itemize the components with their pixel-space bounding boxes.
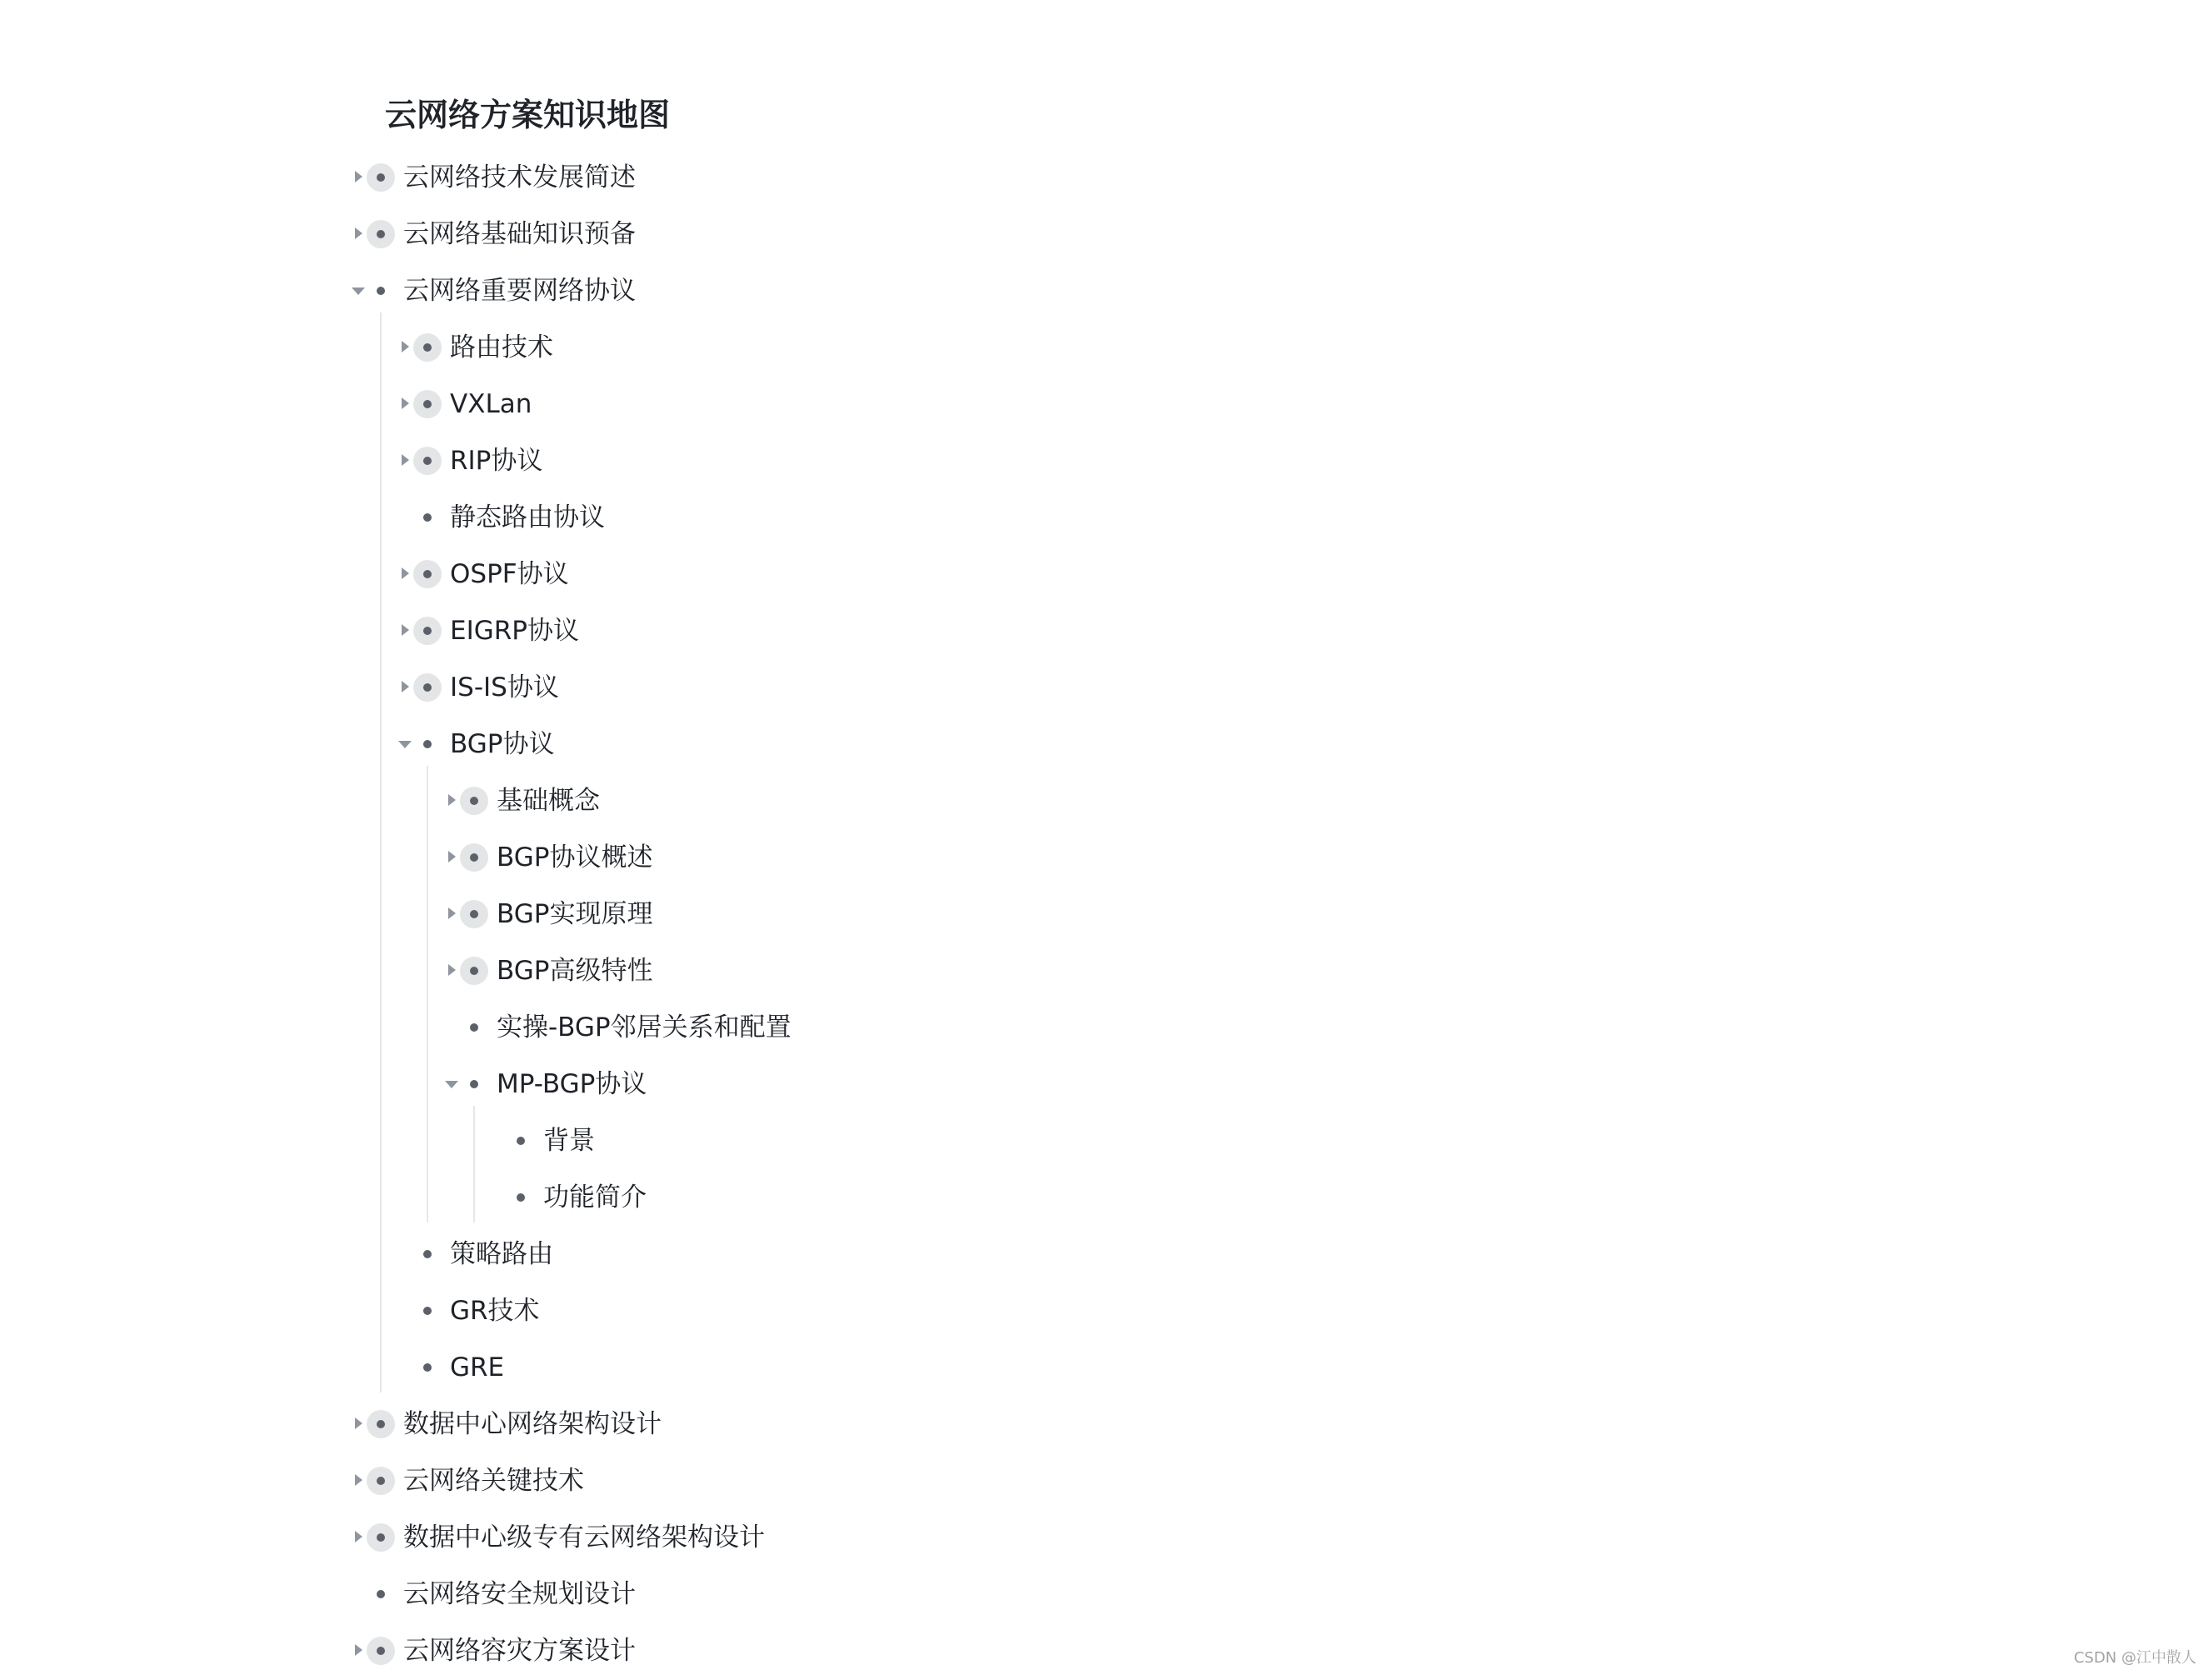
outline-item-label[interactable]: IS-IS协议 <box>450 672 559 702</box>
outline-item-label[interactable]: 云网络容灾方案设计 <box>403 1636 636 1666</box>
expand-arrow-icon[interactable] <box>397 395 415 413</box>
bullet-icon[interactable] <box>413 1353 442 1382</box>
outline-item-label[interactable]: BGP高级特性 <box>497 956 653 986</box>
bullet-icon[interactable] <box>460 1013 488 1042</box>
outline-item-label[interactable]: BGP协议概述 <box>497 842 653 872</box>
expand-arrow-icon[interactable] <box>397 338 415 357</box>
bullet-icon[interactable] <box>367 277 395 305</box>
outline-item-label[interactable]: 云网络安全规划设计 <box>403 1579 636 1609</box>
expand-arrow-icon[interactable] <box>397 622 415 640</box>
expand-arrow-icon[interactable] <box>350 1472 368 1490</box>
collapsed-bullet-icon[interactable] <box>460 957 488 985</box>
expand-arrow-icon[interactable] <box>397 452 415 470</box>
children-guide-line <box>427 766 428 1222</box>
bullet-icon[interactable] <box>413 1297 442 1325</box>
collapsed-bullet-icon[interactable] <box>367 1467 395 1495</box>
expand-arrow-icon[interactable] <box>443 962 462 980</box>
watermark: CSDN @江中散人 <box>2073 1649 2196 1667</box>
outline-item-label[interactable]: GRE <box>450 1352 505 1382</box>
page-title[interactable]: 云网络方案知识地图 <box>385 97 671 133</box>
collapsed-bullet-icon[interactable] <box>413 447 442 475</box>
collapse-arrow-icon[interactable] <box>350 282 368 300</box>
outline-item-label[interactable]: RIP协议 <box>450 446 543 476</box>
outline-item-label[interactable]: 路由技术 <box>450 332 553 362</box>
outline-item-label[interactable]: 云网络基础知识预备 <box>403 219 636 249</box>
collapsed-bullet-icon[interactable] <box>413 617 442 645</box>
expand-arrow-icon[interactable] <box>350 168 368 187</box>
collapsed-bullet-icon[interactable] <box>367 1637 395 1665</box>
expand-arrow-icon[interactable] <box>350 1528 368 1547</box>
expand-arrow-icon[interactable] <box>350 1415 368 1433</box>
outline-item-label[interactable]: 背景 <box>543 1126 595 1156</box>
outline-item-label[interactable]: 数据中心网络架构设计 <box>403 1409 662 1439</box>
expand-arrow-icon[interactable] <box>443 792 462 810</box>
collapsed-bullet-icon[interactable] <box>413 333 442 362</box>
outline-item-label[interactable]: MP-BGP协议 <box>497 1069 647 1099</box>
outline-item-label[interactable]: 基础概念 <box>497 786 600 816</box>
bullet-icon[interactable] <box>507 1183 535 1212</box>
collapse-arrow-icon[interactable] <box>443 1075 462 1093</box>
bullet-icon[interactable] <box>413 730 442 758</box>
bullet-icon[interactable] <box>413 1240 442 1268</box>
outline-item-label[interactable]: GR技术 <box>450 1296 540 1326</box>
outline-item-label[interactable]: 功能简介 <box>543 1182 647 1212</box>
collapsed-bullet-icon[interactable] <box>367 220 395 248</box>
expand-arrow-icon[interactable] <box>397 678 415 697</box>
collapsed-bullet-icon[interactable] <box>367 163 395 192</box>
outline-item-label[interactable]: 云网络关键技术 <box>403 1466 584 1496</box>
children-guide-line <box>380 312 382 1392</box>
outline-item-label[interactable]: VXLan <box>450 389 532 419</box>
bullet-icon[interactable] <box>367 1580 395 1608</box>
collapsed-bullet-icon[interactable] <box>413 390 442 418</box>
collapsed-bullet-icon[interactable] <box>367 1523 395 1552</box>
bullet-icon[interactable] <box>507 1127 535 1155</box>
bullet-icon[interactable] <box>413 503 442 532</box>
bullet-icon[interactable] <box>460 1070 488 1098</box>
collapsed-bullet-icon[interactable] <box>460 787 488 815</box>
expand-arrow-icon[interactable] <box>443 905 462 923</box>
outline-item-label[interactable]: 云网络技术发展简述 <box>403 162 636 192</box>
collapsed-bullet-icon[interactable] <box>413 673 442 702</box>
outline-item-label[interactable]: BGP实现原理 <box>497 899 653 929</box>
expand-arrow-icon[interactable] <box>350 1642 368 1660</box>
collapsed-bullet-icon[interactable] <box>460 900 488 928</box>
collapsed-bullet-icon[interactable] <box>413 560 442 588</box>
outline-item-label[interactable]: BGP协议 <box>450 729 555 759</box>
collapsed-bullet-icon[interactable] <box>460 843 488 872</box>
outline-item-label[interactable]: 实操-BGP邻居关系和配置 <box>497 1012 792 1042</box>
outline-item-label[interactable]: 数据中心级专有云网络架构设计 <box>403 1522 765 1552</box>
children-guide-line <box>473 1106 475 1222</box>
collapse-arrow-icon[interactable] <box>397 735 415 753</box>
expand-arrow-icon[interactable] <box>397 565 415 583</box>
outline-item-label[interactable]: 云网络重要网络协议 <box>403 276 636 306</box>
outline-item-label[interactable]: EIGRP协议 <box>450 616 579 646</box>
expand-arrow-icon[interactable] <box>350 225 368 243</box>
collapsed-bullet-icon[interactable] <box>367 1410 395 1438</box>
outline-item-label[interactable]: 静态路由协议 <box>450 502 605 532</box>
outline-item-label[interactable]: OSPF协议 <box>450 559 569 589</box>
expand-arrow-icon[interactable] <box>443 848 462 867</box>
outline-item-label[interactable]: 策略路由 <box>450 1239 553 1269</box>
